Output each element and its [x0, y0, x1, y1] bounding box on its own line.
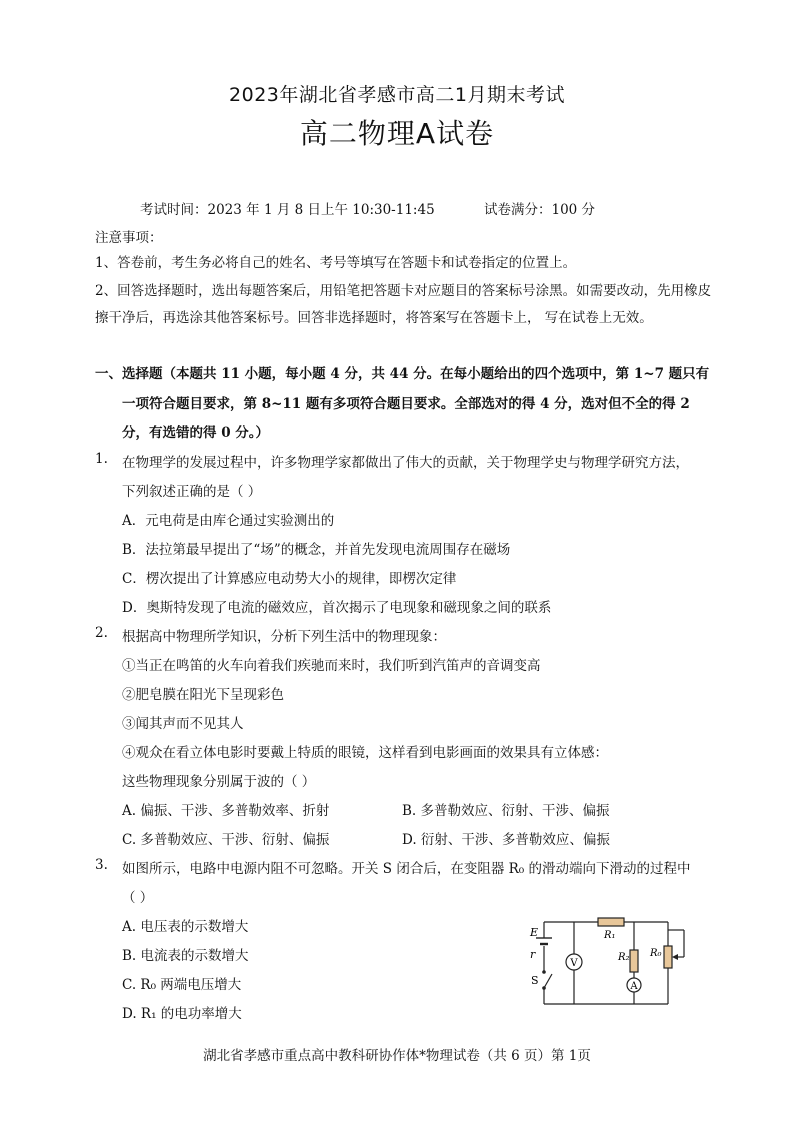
q3-number: 3.: [95, 857, 108, 873]
switch-label: S: [531, 974, 539, 987]
q1-number: 1.: [95, 451, 108, 467]
q3-option-b: B. 电流表的示数增大: [122, 948, 249, 964]
q1-option-b: B．法拉第最早提出了“场”的概念，并首先发现电流周围存在磁场: [122, 542, 511, 558]
rheostat-r0: [664, 946, 672, 968]
q2-number: 2.: [95, 625, 108, 641]
ammeter-label: A: [630, 981, 638, 992]
rheostat-slider-arrow: [672, 954, 678, 960]
resistor-r1: [598, 918, 624, 926]
q2-phenomenon-4: ④观众在看立体电影时要戴上特质的眼镜，这样看到电影画面的效果具有立体感：: [122, 745, 608, 761]
q1-option-c: C．楞次提出了计算感应电动势大小的规律，即楞次定律: [122, 571, 457, 587]
resistor-r2: [630, 950, 638, 972]
q1-option-a: A．元电荷是由库仑通过实验测出的: [122, 513, 335, 529]
voltmeter-label: V: [570, 958, 578, 969]
q3-stem-line-2: （ ）: [122, 890, 154, 906]
q2-phenomenon-3: ③闻其声而不见其人: [122, 716, 244, 732]
switch-contact-top: [542, 970, 546, 974]
section-heading-line-2: 一项符合题目要求，第 8~11 题有多项符合题目要求。全部选对的得 4 分，选对但不全的得 2: [122, 396, 690, 412]
q1-option-d: D．奥斯特发现了电流的磁效应，首次揭示了电现象和磁现象之间的联系: [122, 600, 552, 616]
rheostat-r0-label: R₀: [650, 948, 662, 959]
q3-stem-line-1: 如图所示，电路中电源内阻不可忽略。开关 S 闭合后，在变阻器 R₀ 的滑动端向下滑动的过程中: [122, 861, 691, 877]
q3-option-a: A. 电压表的示数增大: [122, 919, 249, 935]
exam-subtitle: 高二物理A试卷: [299, 117, 495, 150]
page-footer: 湖北省孝感市重点高中教科研协作体*物理试卷（共 6 页）第 1页: [203, 1048, 591, 1064]
q3-option-d: D. R₁ 的电功率增大: [122, 1006, 242, 1022]
q2-option-c: C. 多普勒效应、干涉、衍射、偏振: [122, 832, 330, 848]
resistor-r2-label: R₂: [618, 952, 630, 963]
q2-option-d: D. 衍射、干涉、多普勒效应、偏振: [402, 832, 610, 848]
emf-label: E: [530, 926, 539, 939]
q2-phenomenon-2: ②肥皂膜在阳光下呈现彩色: [122, 687, 284, 703]
internal-resistance-label: r: [530, 948, 536, 961]
q1-stem-line-1: 在物理学的发展过程中，许多物理学家都做出了伟大的贡献，关于物理学史与物理学研究方法，: [122, 455, 689, 471]
q2-option-a: A. 偏振、干涉、多普勒效率、折射: [122, 803, 330, 819]
exam-title: 2023年湖北省孝感市高二1月期末考试: [229, 84, 565, 106]
q2-stem: 根据高中物理所学知识，分析下列生活中的物理现象：: [122, 629, 446, 645]
q2-option-b: B. 多普勒效应、衍射、干涉、偏振: [402, 803, 610, 819]
switch-lever: [544, 974, 552, 988]
circuit-diagram: [526, 912, 696, 1020]
notice-item-2-line-2: 擦干净后，再选涂其他答案标号。回答非选择题时，将答案写在答题卡上， 写在试卷上无效。: [95, 310, 653, 326]
resistor-r1-label: R₁: [604, 930, 616, 941]
exam-time: 考试时间：2023 年 1 月 8 日上午 10:30-11:45: [140, 202, 435, 218]
q2-phenomenon-1: ①当正在鸣笛的火车向着我们疾驰而来时，我们听到汽笛声的音调变高: [122, 658, 541, 674]
q2-question: 这些物理现象分别属于波的（ ）: [122, 774, 316, 790]
section-heading-line-1: 一、选择题（本题共 11 小题，每小题 4 分，共 44 分。在每小题给出的四个选项中，第 1~7 题只有: [95, 366, 710, 382]
section-heading-line-3: 分，有选错的得 0 分。）: [122, 425, 270, 441]
q1-stem-line-2: 下列叙述正确的是（ ）: [122, 484, 262, 500]
notice-item-2-line-1: 2、回答选择题时，选出每题答案后，用铅笔把答题卡对应题目的答案标号涂黑。如需要改动，先用橡皮: [95, 283, 712, 299]
q3-option-c: C. R₀ 两端电压增大: [122, 977, 242, 993]
notice-heading: 注意事项：: [95, 230, 163, 246]
full-score: 试卷满分：100 分: [484, 202, 596, 218]
notice-item-1: 1、答卷前，考生务必将自己的姓名、考号等填写在答题卡和试卷指定的位置上。: [95, 255, 577, 271]
